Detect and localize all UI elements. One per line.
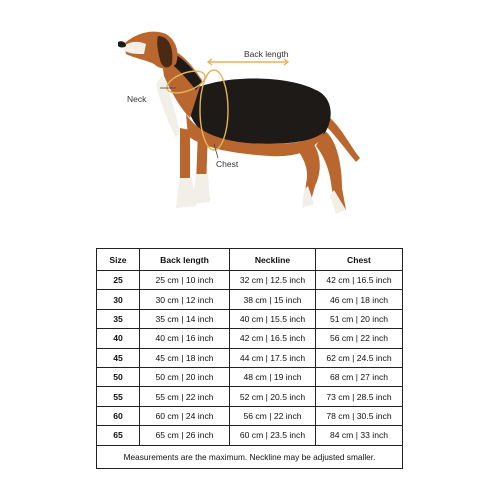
back-length-label: Back length bbox=[244, 49, 289, 59]
neckline-cell: 56 cm | 22 inch bbox=[230, 406, 316, 425]
size-cell: 60 bbox=[97, 406, 140, 425]
chest-cell: 56 cm | 22 inch bbox=[316, 329, 403, 348]
table-row bbox=[97, 329, 403, 348]
size-cell: 55 bbox=[97, 387, 140, 406]
table-row bbox=[97, 348, 403, 367]
table-row bbox=[97, 426, 403, 445]
neckline-cell: 48 cm | 19 inch bbox=[230, 367, 316, 386]
back-length-cell: 40 cm | 16 inch bbox=[140, 329, 230, 348]
chest-cell: 51 cm | 20 inch bbox=[316, 309, 403, 328]
neckline-cell: 60 cm | 23.5 inch bbox=[230, 426, 316, 445]
header-chest: Chest bbox=[316, 249, 403, 271]
table-note-row bbox=[97, 445, 403, 468]
back-length-cell: 65 cm | 26 inch bbox=[140, 426, 230, 445]
chest-cell: 84 cm | 33 inch bbox=[316, 426, 403, 445]
size-cell: 30 bbox=[97, 290, 140, 309]
table-row bbox=[97, 309, 403, 328]
header-neckline: Neckline bbox=[230, 249, 316, 271]
back-length-cell: 35 cm | 14 inch bbox=[140, 309, 230, 328]
chest-cell: 68 cm | 27 inch bbox=[316, 367, 403, 386]
neckline-cell: 44 cm | 17.5 inch bbox=[230, 348, 316, 367]
neckline-cell: 32 cm | 12.5 inch bbox=[230, 271, 316, 290]
measurement-note: Measurements are the maximum. Neckline may be adjusted smaller. bbox=[97, 445, 403, 468]
table-row bbox=[97, 406, 403, 425]
back-length-cell: 30 cm | 12 inch bbox=[140, 290, 230, 309]
size-cell: 25 bbox=[97, 271, 140, 290]
size-cell: 45 bbox=[97, 348, 140, 367]
table-header-row bbox=[97, 249, 403, 271]
table-row bbox=[97, 367, 403, 386]
chest-cell: 73 cm | 28.5 inch bbox=[316, 387, 403, 406]
back-length-cell: 60 cm | 24 inch bbox=[140, 406, 230, 425]
neckline-cell: 38 cm | 15 inch bbox=[230, 290, 316, 309]
size-cell: 50 bbox=[97, 367, 140, 386]
table-row bbox=[97, 271, 403, 290]
size-cell: 35 bbox=[97, 309, 140, 328]
neckline-cell: 40 cm | 15.5 inch bbox=[230, 309, 316, 328]
neck-label: Neck bbox=[127, 94, 147, 104]
chest-cell: 62 cm | 24.5 inch bbox=[316, 348, 403, 367]
chest-cell: 42 cm | 16.5 inch bbox=[316, 271, 403, 290]
chest-cell: 78 cm | 30.5 inch bbox=[316, 406, 403, 425]
header-size: Size bbox=[97, 249, 140, 271]
table-row bbox=[97, 290, 403, 309]
header-back-length: Back length bbox=[140, 249, 230, 271]
size-table-container bbox=[96, 248, 402, 469]
size-table bbox=[96, 248, 403, 469]
back-length-cell: 25 cm | 10 inch bbox=[140, 271, 230, 290]
size-cell: 65 bbox=[97, 426, 140, 445]
chest-cell: 46 cm | 18 inch bbox=[316, 290, 403, 309]
back-length-cell: 50 cm | 20 inch bbox=[140, 367, 230, 386]
back-length-cell: 55 cm | 22 inch bbox=[140, 387, 230, 406]
neckline-cell: 52 cm | 20.5 inch bbox=[230, 387, 316, 406]
chest-label: Chest bbox=[216, 159, 239, 169]
neckline-cell: 42 cm | 16.5 inch bbox=[230, 329, 316, 348]
size-cell: 40 bbox=[97, 329, 140, 348]
back-length-cell: 45 cm | 18 inch bbox=[140, 348, 230, 367]
table-row bbox=[97, 387, 403, 406]
